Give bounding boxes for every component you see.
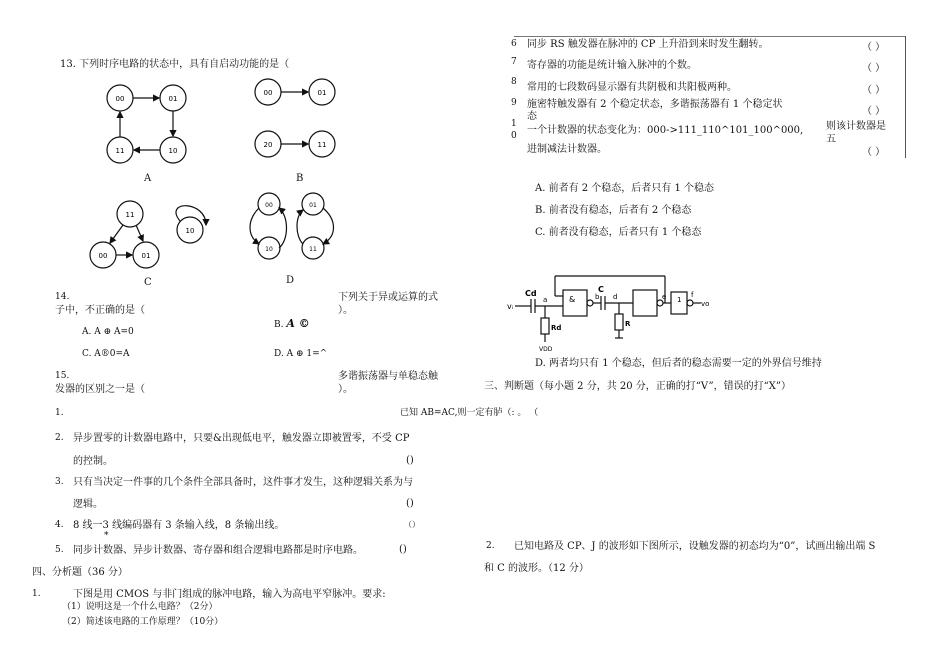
svg-text:Cd: Cd [525, 289, 537, 298]
judge-9-cut: 态 [527, 111, 537, 122]
judge-5-text: 同步计数器、异步计数器、寄存器和组合逻辑电路都是时序电路。 [73, 545, 363, 556]
svg-text:11: 11 [317, 141, 327, 149]
q14-opt-d: D. A ⊕ 1=^ [274, 349, 328, 359]
section4-q1-sub2: （2）简述该电路的工作原理？（10分） [62, 617, 224, 627]
svg-text:vᵢ: vᵢ [507, 302, 514, 311]
node-a-00: 00 [115, 95, 125, 103]
svg-text:11: 11 [125, 211, 135, 219]
section4-q1-text: 下图是用 CMOS 与非门组成的脉冲电路，输入为高电平窄脉冲。要求: [73, 589, 386, 600]
svg-text:&: & [569, 295, 576, 304]
judge-6-paren[interactable]: （ ） [862, 42, 886, 53]
judge-2-num: 2. [55, 433, 64, 443]
label-d: D [286, 275, 295, 286]
svg-text:00: 00 [263, 89, 273, 97]
judge-4-paren[interactable]: （） [404, 520, 420, 529]
judge-4-text: 8 线一3 线编码器有 3 条输入线，8 条输出线。 [73, 520, 285, 531]
svg-text:00: 00 [98, 252, 108, 260]
judge-10-line2: 进制减法计数器。 [527, 144, 607, 155]
svg-text:a: a [543, 296, 548, 304]
svg-text:d: d [613, 293, 618, 301]
judge-3-num: 3. [55, 477, 64, 487]
q15-stem-right: 多谐振荡器与单稳态触 [338, 371, 438, 382]
svg-text:01: 01 [317, 89, 327, 97]
pulse-circuit-diagram [505, 272, 715, 352]
judge-4-num: 4. [55, 520, 64, 530]
judge-10-num-1: 1 [511, 119, 517, 129]
judge-8-text: 常用的七段数码显示器有共阴极和共阳极两种。 [527, 82, 737, 93]
q15-opt-b: B. 前者没有稳态，后者有 2 个稳态 [535, 205, 692, 216]
section4-q1-num: 1. [32, 589, 41, 599]
judge-9-text: 施密特触发器有 2 个稳定状态，多谐振荡器有 1 个稳定状 [527, 99, 783, 110]
judge-10-cut: 五 [826, 134, 836, 145]
judge-2-line1: 异步置零的计数器电路中，只要&出现低电平，触发器立即被置零，不受 CP [73, 433, 410, 444]
judge-8-num: 8 [511, 77, 517, 87]
section4-q2-line1: 已知电路及 CP、J 的波形如下图所示，设触发器的初态均为“0”，试画出输出端 S [514, 541, 876, 552]
q15-opt-c: C. 前者没有稳态，后者只有 1 个稳态 [535, 227, 702, 238]
judge-7-num: 7 [511, 57, 517, 67]
q14-stem-left: 子中，不正确的是（ [55, 305, 145, 316]
q15-opt-a: A. 前者有 2 个稳态，后者只有 1 个稳态 [535, 183, 715, 194]
svg-text:b: b [595, 293, 600, 301]
svg-text:C: C [598, 285, 604, 294]
node-a-11: 11 [115, 147, 125, 155]
judge-6-num: 6 [511, 39, 517, 49]
label-b: B [296, 173, 304, 184]
judge-10-paren[interactable]: （ ） [862, 147, 886, 158]
judge-9-paren[interactable]: （ ） [862, 106, 886, 117]
section3-title: 三、判断题（每小题 2 分，共 20 分，正确的打“V”，错误的打“X”） [484, 381, 791, 392]
q13-stem: 13. 下列时序电路的状态中，具有自启动功能的是（ [60, 59, 290, 70]
label-a: A [144, 173, 152, 184]
judge-3-line1: 只有当决定一件事的几个条件全部具备时，这件事才发生，这种逻辑关系为与 [73, 477, 413, 488]
judge-9-num: 9 [511, 98, 517, 108]
svg-text:20: 20 [263, 141, 273, 149]
svg-text:1: 1 [677, 296, 682, 304]
q14-num: 14. [55, 292, 70, 302]
judge-1-num: 1. [55, 408, 64, 418]
q14-stem-right: 下列关于异或运算的式 [338, 292, 438, 303]
svg-text:00: 00 [265, 202, 273, 209]
judge-7-paren[interactable]: （ ） [862, 63, 886, 74]
svg-text:Rd: Rd [551, 324, 562, 332]
judge-10-num-2: 0 [511, 131, 517, 141]
svg-text:VDD: VDD [539, 346, 553, 353]
svg-text:vo: vo [701, 300, 710, 308]
section4-q2-num: 2. [486, 541, 495, 551]
q14-opt-b: B. A © [274, 317, 310, 330]
svg-text:01: 01 [309, 202, 317, 209]
judge-5-num: 5. [55, 545, 64, 555]
svg-text:10: 10 [185, 227, 195, 235]
svg-text:11: 11 [309, 246, 317, 253]
section4-q1-sub1: （1）说明这是一个什么电路？（2分） [62, 602, 218, 612]
table-top-border [514, 36, 906, 37]
table-right-border [905, 36, 906, 158]
judge-10-line1: 一个计数器的状态变化为：000->111_110^101_100^000, [527, 125, 804, 136]
judge-4-mark: * [104, 531, 109, 541]
svg-text:e: e [662, 293, 667, 301]
judge-2-line2: 的控制。 [73, 456, 113, 467]
state-diagram-c [88, 200, 218, 275]
judge-2-paren[interactable]: () [406, 455, 414, 466]
node-a-10: 10 [168, 147, 178, 155]
section4-q2-line2: 和 C 的波形。（12 分） [484, 563, 589, 574]
judge-3-paren[interactable]: () [406, 498, 414, 509]
state-diagram-d [245, 190, 350, 275]
svg-text:f: f [691, 291, 694, 299]
judge-1-text: 已知 AB=AC,则一定有胪（: 。 （ [400, 408, 539, 418]
judge-8-paren[interactable]: （ ） [862, 85, 886, 96]
q15-stem-left: 发器的区别之一是（ [55, 384, 145, 395]
svg-text:01: 01 [141, 252, 151, 260]
q14-opt-a: A. A ⊕ A=0 [82, 327, 134, 337]
q15-num: 15. [55, 371, 70, 381]
svg-text:R: R [625, 320, 631, 328]
section4-title: 四、分析题（36 分） [32, 567, 128, 578]
q14-stem-close: ）。 [338, 305, 353, 316]
label-c: C [144, 277, 152, 288]
judge-5-paren[interactable]: () [399, 544, 407, 555]
judge-6-text: 同步 RS 触发器在脉冲的 CP 上升沿到来时发生翻转。 [527, 39, 769, 50]
judge-7-text: 寄存器的功能是统计输入脉冲的个数。 [527, 60, 697, 71]
q15-opt-d: D. 两者均只有 1 个稳态，但后者的稳态需要一定的外界信号维持 [535, 358, 822, 369]
node-a-01: 01 [168, 95, 178, 103]
q14-opt-c: C. A®0=A [82, 349, 130, 359]
judge-10-line1-right: 则该计数器是 [826, 121, 886, 132]
state-diagram-a [95, 80, 205, 175]
svg-text:10: 10 [265, 246, 273, 253]
state-diagram-b [250, 78, 345, 163]
judge-3-line2: 逻辑。 [73, 499, 103, 510]
q15-stem-close: ）。 [338, 384, 353, 395]
